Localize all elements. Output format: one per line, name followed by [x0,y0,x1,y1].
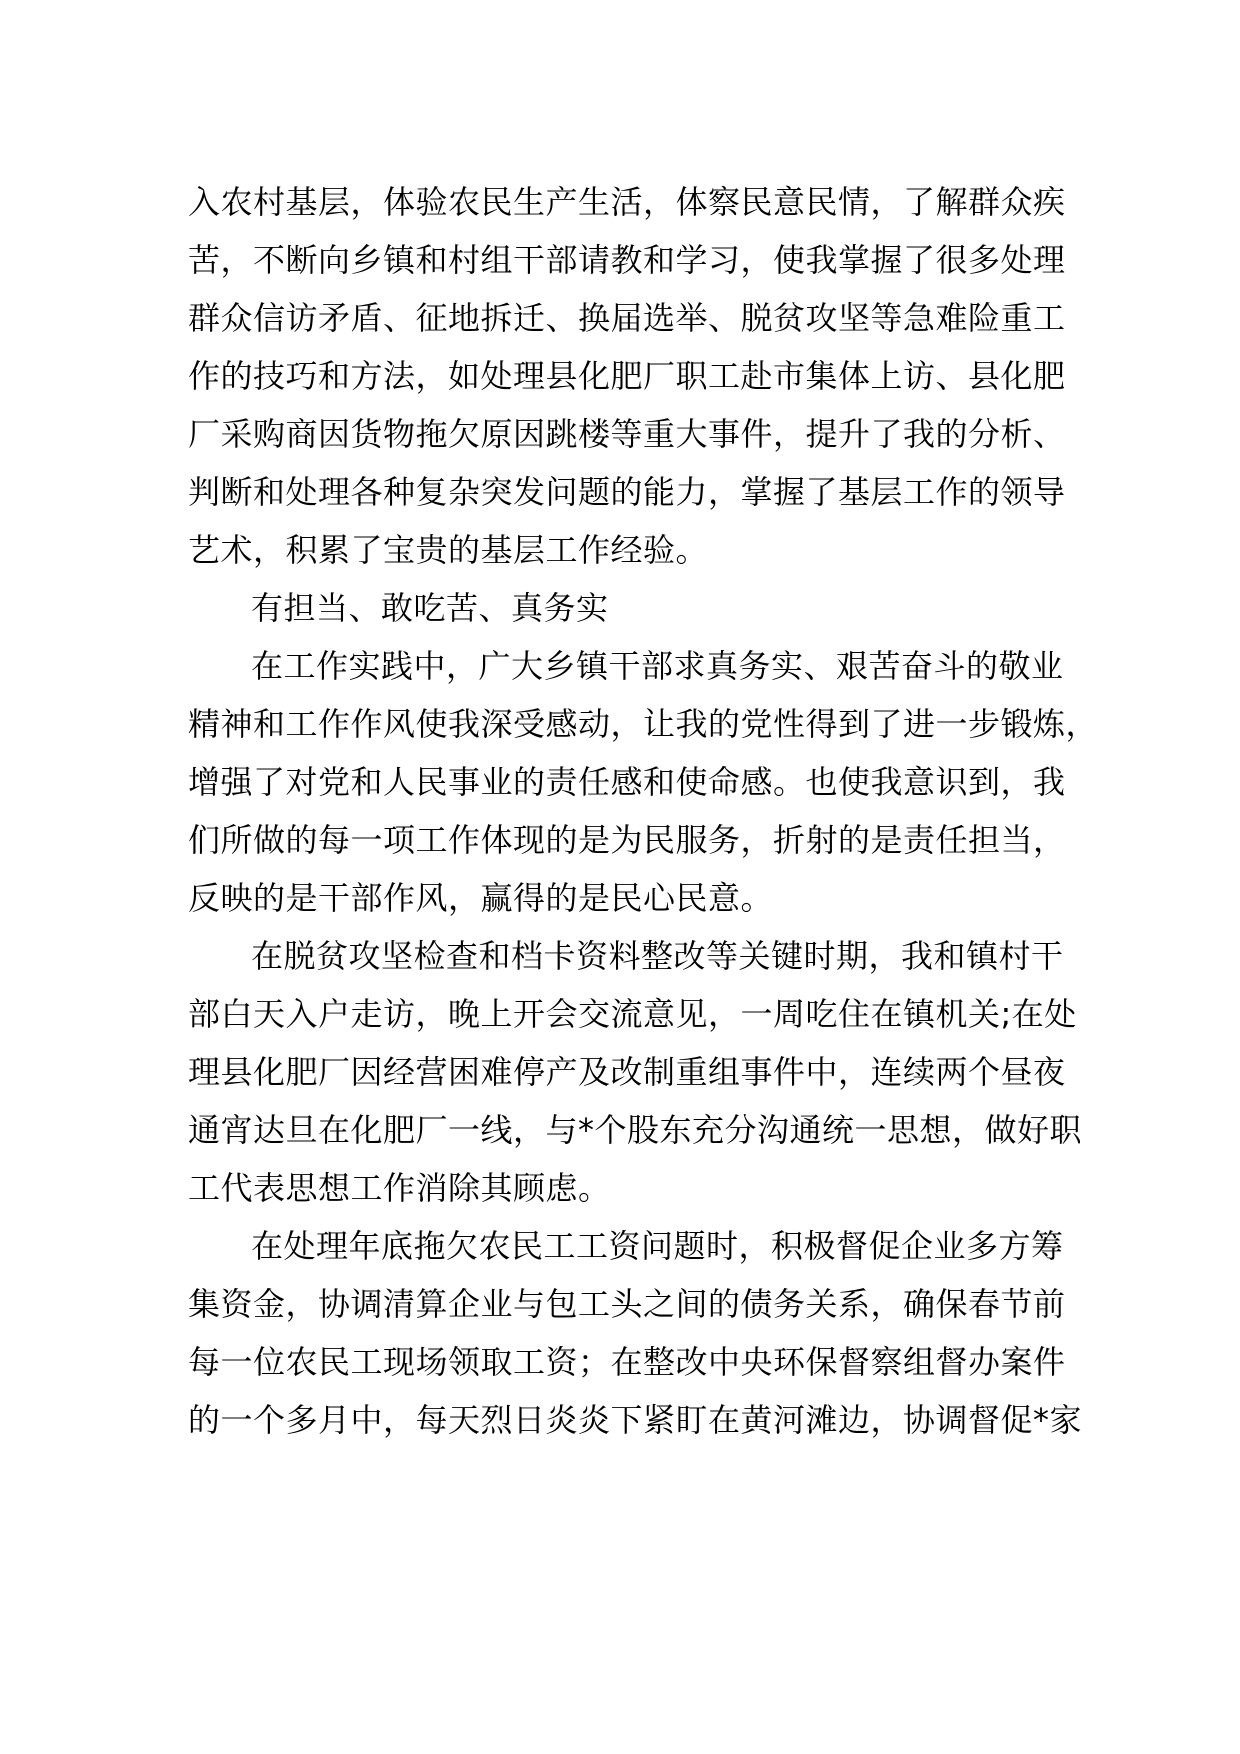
text-line: 反映的是干部作风，赢得的是民心民意。 [188,879,774,917]
text-line: 在脱贫攻坚检查和档卡资料整改等关键时期，我和镇村干 [251,937,1064,975]
text-line: 理县化肥厂因经营困难停产及改制重组事件中，连续两个昼夜 [188,1053,1066,1091]
text-line: 部白天入户走访，晚上开会交流意见，一周吃住在镇机关;在处 [188,995,1077,1033]
text-line: 在工作实践中，广大乡镇干部求真务实、艰苦奋斗的敬业 [251,647,1064,685]
text-line: 增强了对党和人民事业的责任感和使命感。也使我意识到，我 [188,763,1066,801]
section-heading: 有担当、敢吃苦、真务实 [251,589,609,627]
text-line: 通宵达旦在化肥厂一线，与*个股东充分沟通统一思想，做好职 [188,1111,1083,1149]
text-line: 们所做的每一项工作体现的是为民服务，折射的是责任担当， [188,821,1066,859]
text-line: 作的技巧和方法，如处理县化肥厂职工赴市集体上访、县化肥 [188,357,1066,395]
text-line: 群众信访矛盾、征地拆迁、换届选举、脱贫攻坚等急难险重工 [188,299,1066,337]
text-line: 每一位农民工现场领取工资；在整改中央环保督察组督办案件 [188,1343,1066,1381]
text-line: 厂采购商因货物拖欠原因跳楼等重大事件，提升了我的分析、 [188,415,1066,453]
text-line: 判断和处理各种复杂突发问题的能力，掌握了基层工作的领导 [188,473,1066,511]
text-line: 集资金，协调清算企业与包工头之间的债务关系，确保春节前 [188,1285,1066,1323]
text-line: 的一个多月中，每天烈日炎炎下紧盯在黄河滩边，协调督促*家 [188,1401,1083,1439]
text-line: 苦，不断向乡镇和村组干部请教和学习，使我掌握了很多处理 [188,241,1066,279]
text-line: 精神和工作作风使我深受感动，让我的党性得到了进一步锻炼， [188,705,1099,743]
text-line: 工代表思想工作消除其顾虑。 [188,1169,611,1207]
text-line: 在处理年底拖欠农民工工资问题时，积极督促企业多方筹 [251,1227,1064,1265]
text-line: 艺术，积累了宝贵的基层工作经验。 [188,531,709,569]
text-line: 入农村基层，体验农民生产生活，体察民意民情，了解群众疾 [188,183,1066,221]
